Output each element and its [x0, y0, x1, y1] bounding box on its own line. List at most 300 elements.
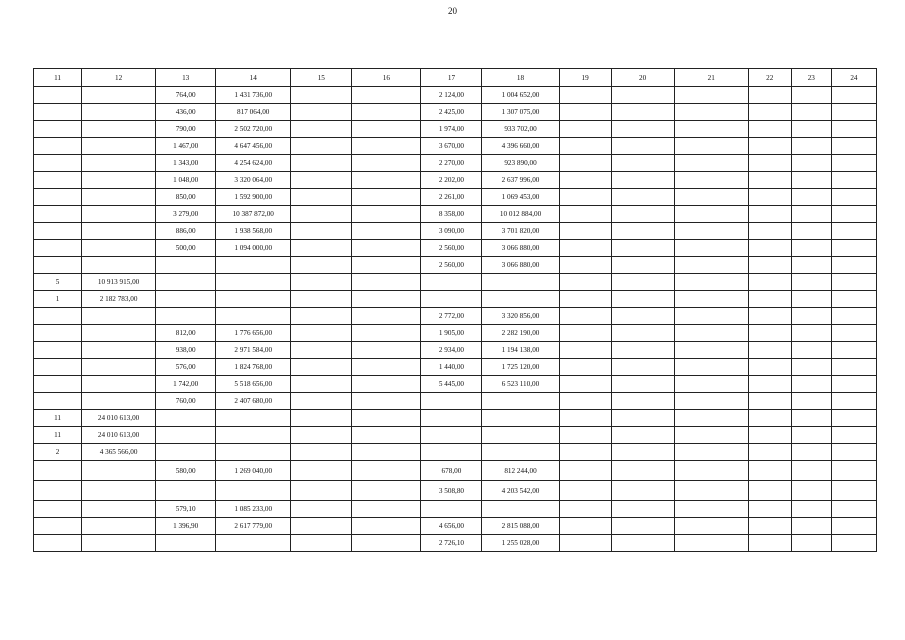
- table-cell-col-21: [674, 121, 748, 138]
- table-cell-col-17: [421, 393, 482, 410]
- column-header-23: 23: [791, 69, 831, 87]
- table-cell-col-19: [559, 393, 611, 410]
- table-cell-col-19: [559, 501, 611, 518]
- table-row: [34, 481, 877, 501]
- table-cell-col-12: [82, 461, 156, 481]
- table-cell-col-17: 2 560,00: [421, 240, 482, 257]
- table-cell-col-11: 11: [34, 427, 82, 444]
- table-cell-col-16: [352, 427, 421, 444]
- table-row: [34, 155, 877, 172]
- table-cell-col-18: 923 890,00: [482, 155, 559, 172]
- table-cell-col-16: [352, 444, 421, 461]
- table-row: [34, 172, 877, 189]
- table-header: [34, 69, 877, 87]
- table-cell-col-24: [831, 257, 876, 274]
- column-header-12: 12: [82, 69, 156, 87]
- table-cell-col-15: [291, 376, 352, 393]
- table-cell-col-22: [748, 189, 791, 206]
- table-cell-col-17: [421, 291, 482, 308]
- table-cell-col-13: [156, 291, 216, 308]
- table-cell-col-16: [352, 172, 421, 189]
- table-cell-col-14: [216, 444, 291, 461]
- table-cell-col-19: [559, 206, 611, 223]
- table-cell-col-19: [559, 376, 611, 393]
- table-cell-col-20: [611, 87, 674, 104]
- table-cell-col-15: [291, 87, 352, 104]
- table-cell-col-17: 2 425,00: [421, 104, 482, 121]
- table-cell-col-19: [559, 172, 611, 189]
- table-cell-col-20: [611, 535, 674, 552]
- table-cell-col-21: [674, 376, 748, 393]
- table-cell-col-21: [674, 274, 748, 291]
- table-cell-col-17: 2 124,00: [421, 87, 482, 104]
- table-cell-col-15: [291, 308, 352, 325]
- table-cell-col-20: [611, 325, 674, 342]
- table-cell-col-18: 3 320 856,00: [482, 308, 559, 325]
- table-cell-col-12: [82, 155, 156, 172]
- table-cell-col-18: 4 396 660,00: [482, 138, 559, 155]
- table-cell-col-16: [352, 240, 421, 257]
- table-cell-col-11: [34, 461, 82, 481]
- table-cell-col-12: [82, 535, 156, 552]
- table-cell-col-24: [831, 274, 876, 291]
- table-cell-col-22: [748, 342, 791, 359]
- table-cell-col-12: [82, 189, 156, 206]
- table-cell-col-15: [291, 481, 352, 501]
- table-cell-col-18: [482, 427, 559, 444]
- table-cell-col-17: 2 726,10: [421, 535, 482, 552]
- table-cell-col-22: [748, 274, 791, 291]
- table-cell-col-23: [791, 257, 831, 274]
- table-cell-col-23: [791, 325, 831, 342]
- table-cell-col-13: 3 279,00: [156, 206, 216, 223]
- table-cell-col-15: [291, 393, 352, 410]
- table-cell-col-11: [34, 223, 82, 240]
- table-cell-col-24: [831, 535, 876, 552]
- table-cell-col-18: 1 255 028,00: [482, 535, 559, 552]
- table-cell-col-23: [791, 535, 831, 552]
- table-cell-col-17: [421, 444, 482, 461]
- table-cell-col-22: [748, 535, 791, 552]
- table-cell-col-12: [82, 481, 156, 501]
- table-cell-col-23: [791, 274, 831, 291]
- table-cell-col-19: [559, 444, 611, 461]
- table-cell-col-24: [831, 393, 876, 410]
- table-cell-col-14: [216, 535, 291, 552]
- table-cell-col-23: [791, 376, 831, 393]
- table-cell-col-23: [791, 501, 831, 518]
- table-cell-col-14: 1 431 736,00: [216, 87, 291, 104]
- table-row: [34, 291, 877, 308]
- table-cell-col-12: [82, 325, 156, 342]
- table-cell-col-12: 4 365 566,00: [82, 444, 156, 461]
- table-cell-col-18: 1 725 120,00: [482, 359, 559, 376]
- table-cell-col-20: [611, 172, 674, 189]
- table-cell-col-22: [748, 121, 791, 138]
- table-cell-col-14: 5 518 656,00: [216, 376, 291, 393]
- table-cell-col-14: 1 094 000,00: [216, 240, 291, 257]
- table-cell-col-16: [352, 461, 421, 481]
- table-cell-col-22: [748, 240, 791, 257]
- table-cell-col-15: [291, 501, 352, 518]
- table-cell-col-14: 4 647 456,00: [216, 138, 291, 155]
- table-cell-col-19: [559, 461, 611, 481]
- table-cell-col-15: [291, 518, 352, 535]
- table-cell-col-20: [611, 189, 674, 206]
- table-cell-col-12: [82, 138, 156, 155]
- table-cell-col-21: [674, 189, 748, 206]
- table-cell-col-21: [674, 461, 748, 481]
- table-cell-col-13: 576,00: [156, 359, 216, 376]
- table-cell-col-20: [611, 104, 674, 121]
- table-cell-col-12: [82, 518, 156, 535]
- table-cell-col-15: [291, 274, 352, 291]
- table-cell-col-17: 5 445,00: [421, 376, 482, 393]
- table-cell-col-12: [82, 223, 156, 240]
- table-cell-col-11: [34, 240, 82, 257]
- table-cell-col-11: [34, 308, 82, 325]
- table-cell-col-20: [611, 223, 674, 240]
- table-cell-col-24: [831, 155, 876, 172]
- table-row: [34, 138, 877, 155]
- table-cell-col-24: [831, 342, 876, 359]
- table-cell-col-22: [748, 501, 791, 518]
- table-cell-col-12: [82, 393, 156, 410]
- table-cell-col-20: [611, 393, 674, 410]
- table-cell-col-11: [34, 172, 82, 189]
- table-cell-col-12: 24 010 613,00: [82, 427, 156, 444]
- table-cell-col-16: [352, 104, 421, 121]
- table-cell-col-19: [559, 223, 611, 240]
- table-cell-col-14: [216, 274, 291, 291]
- table-cell-col-16: [352, 308, 421, 325]
- table-cell-col-23: [791, 444, 831, 461]
- table-cell-col-16: [352, 155, 421, 172]
- table-cell-col-12: 10 913 915,00: [82, 274, 156, 291]
- table-cell-col-24: [831, 291, 876, 308]
- table-row: [34, 393, 877, 410]
- table-cell-col-14: [216, 410, 291, 427]
- table-cell-col-14: 3 320 064,00: [216, 172, 291, 189]
- table-cell-col-19: [559, 308, 611, 325]
- column-header-22: 22: [748, 69, 791, 87]
- table-cell-col-24: [831, 206, 876, 223]
- table-cell-col-14: 10 387 872,00: [216, 206, 291, 223]
- table-cell-col-21: [674, 308, 748, 325]
- table-row: [34, 274, 877, 291]
- table-cell-col-22: [748, 172, 791, 189]
- table-cell-col-20: [611, 155, 674, 172]
- table-cell-col-22: [748, 257, 791, 274]
- table-cell-col-17: 3 508,80: [421, 481, 482, 501]
- table-cell-col-17: [421, 274, 482, 291]
- table-cell-col-16: [352, 138, 421, 155]
- table-cell-col-15: [291, 104, 352, 121]
- table-cell-col-17: 678,00: [421, 461, 482, 481]
- table-cell-col-22: [748, 87, 791, 104]
- table-cell-col-22: [748, 223, 791, 240]
- table-cell-col-23: [791, 155, 831, 172]
- table-cell-col-19: [559, 535, 611, 552]
- table-row: [34, 427, 877, 444]
- table-cell-col-24: [831, 121, 876, 138]
- table-cell-col-23: [791, 518, 831, 535]
- table-cell-col-18: 3 066 880,00: [482, 240, 559, 257]
- table-cell-col-11: [34, 189, 82, 206]
- table-cell-col-22: [748, 410, 791, 427]
- table-cell-col-14: 1 269 040,00: [216, 461, 291, 481]
- table-cell-col-16: [352, 206, 421, 223]
- column-header-17: 17: [421, 69, 482, 87]
- table-row: [34, 206, 877, 223]
- table-cell-col-16: [352, 481, 421, 501]
- table-cell-col-18: 1 069 453,00: [482, 189, 559, 206]
- table-cell-col-15: [291, 427, 352, 444]
- table-cell-col-17: [421, 410, 482, 427]
- table-cell-col-24: [831, 172, 876, 189]
- table-row: [34, 535, 877, 552]
- table-cell-col-11: [34, 206, 82, 223]
- table-cell-col-16: [352, 501, 421, 518]
- table-cell-col-24: [831, 325, 876, 342]
- table-cell-col-22: [748, 461, 791, 481]
- table-cell-col-23: [791, 206, 831, 223]
- table-cell-col-19: [559, 138, 611, 155]
- table-cell-col-13: [156, 444, 216, 461]
- table-cell-col-18: 3 066 880,00: [482, 257, 559, 274]
- table-cell-col-20: [611, 410, 674, 427]
- table-cell-col-11: 5: [34, 274, 82, 291]
- table-cell-col-15: [291, 325, 352, 342]
- table-cell-col-21: [674, 481, 748, 501]
- table-cell-col-20: [611, 444, 674, 461]
- table-cell-col-13: 790,00: [156, 121, 216, 138]
- table-cell-col-23: [791, 223, 831, 240]
- table-cell-col-19: [559, 481, 611, 501]
- table-cell-col-12: [82, 342, 156, 359]
- table-row: [34, 308, 877, 325]
- table-cell-col-15: [291, 223, 352, 240]
- table-cell-col-13: [156, 427, 216, 444]
- table-cell-col-24: [831, 138, 876, 155]
- table-cell-col-22: [748, 325, 791, 342]
- table-cell-col-24: [831, 223, 876, 240]
- table-cell-col-13: 938,00: [156, 342, 216, 359]
- table-cell-col-11: [34, 393, 82, 410]
- table-cell-col-20: [611, 138, 674, 155]
- table-cell-col-11: 2: [34, 444, 82, 461]
- table-cell-col-15: [291, 121, 352, 138]
- table-cell-col-13: [156, 257, 216, 274]
- table-cell-col-22: [748, 427, 791, 444]
- table-cell-col-14: [216, 481, 291, 501]
- table-cell-col-17: 2 560,00: [421, 257, 482, 274]
- table-cell-col-20: [611, 427, 674, 444]
- table-cell-col-12: 2 182 783,00: [82, 291, 156, 308]
- table-cell-col-22: [748, 155, 791, 172]
- table-cell-col-18: 1 194 138,00: [482, 342, 559, 359]
- table-cell-col-15: [291, 342, 352, 359]
- table-cell-col-13: 812,00: [156, 325, 216, 342]
- table-cell-col-17: 3 090,00: [421, 223, 482, 240]
- table-cell-col-15: [291, 206, 352, 223]
- table-cell-col-14: 2 617 779,00: [216, 518, 291, 535]
- table-row: [34, 104, 877, 121]
- table-cell-col-19: [559, 359, 611, 376]
- table-row: [34, 121, 877, 138]
- table-cell-col-24: [831, 427, 876, 444]
- table-cell-col-24: [831, 501, 876, 518]
- table-cell-col-15: [291, 410, 352, 427]
- table-row: [34, 501, 877, 518]
- table-cell-col-16: [352, 535, 421, 552]
- table-cell-col-21: [674, 325, 748, 342]
- table-cell-col-11: [34, 325, 82, 342]
- table-cell-col-15: [291, 359, 352, 376]
- table-cell-col-24: [831, 444, 876, 461]
- table-cell-col-12: [82, 376, 156, 393]
- table-cell-col-21: [674, 501, 748, 518]
- table-cell-col-13: 850,00: [156, 189, 216, 206]
- table-cell-col-24: [831, 104, 876, 121]
- table-cell-col-15: [291, 291, 352, 308]
- table-cell-col-11: [34, 481, 82, 501]
- table-cell-col-11: [34, 359, 82, 376]
- table-cell-col-13: [156, 535, 216, 552]
- table-cell-col-18: [482, 393, 559, 410]
- table-cell-col-16: [352, 291, 421, 308]
- table-cell-col-16: [352, 87, 421, 104]
- table-cell-col-12: [82, 240, 156, 257]
- table-cell-col-21: [674, 87, 748, 104]
- table-cell-col-15: [291, 240, 352, 257]
- table-row: [34, 189, 877, 206]
- table-cell-col-23: [791, 291, 831, 308]
- table-cell-col-19: [559, 104, 611, 121]
- table-cell-col-21: [674, 342, 748, 359]
- table-cell-col-22: [748, 138, 791, 155]
- table-cell-col-11: [34, 155, 82, 172]
- table-cell-col-13: 1 343,00: [156, 155, 216, 172]
- table-cell-col-11: [34, 138, 82, 155]
- table-cell-col-16: [352, 518, 421, 535]
- table-cell-col-20: [611, 518, 674, 535]
- page-number: 20: [448, 6, 457, 16]
- table-cell-col-11: [34, 121, 82, 138]
- table-cell-col-19: [559, 410, 611, 427]
- table-cell-col-21: [674, 240, 748, 257]
- table-row: [34, 342, 877, 359]
- table-cell-col-17: 3 670,00: [421, 138, 482, 155]
- table-cell-col-22: [748, 481, 791, 501]
- table-row: [34, 410, 877, 427]
- table-cell-col-19: [559, 121, 611, 138]
- table-cell-col-22: [748, 444, 791, 461]
- table-cell-col-12: [82, 206, 156, 223]
- table-cell-col-12: [82, 87, 156, 104]
- table-cell-col-12: [82, 308, 156, 325]
- table-cell-col-24: [831, 308, 876, 325]
- table-cell-col-13: 500,00: [156, 240, 216, 257]
- table-body: [34, 87, 877, 552]
- table-row: [34, 518, 877, 535]
- table-cell-col-17: 2 772,00: [421, 308, 482, 325]
- table-cell-col-17: 1 440,00: [421, 359, 482, 376]
- table-cell-col-16: [352, 325, 421, 342]
- table-cell-col-17: 1 905,00: [421, 325, 482, 342]
- table-cell-col-13: 760,00: [156, 393, 216, 410]
- table-cell-col-21: [674, 518, 748, 535]
- table-cell-col-17: [421, 501, 482, 518]
- table-cell-col-18: 2 637 996,00: [482, 172, 559, 189]
- table-cell-col-24: [831, 518, 876, 535]
- table-cell-col-12: [82, 172, 156, 189]
- table-cell-col-18: 2 815 088,00: [482, 518, 559, 535]
- table-cell-col-16: [352, 342, 421, 359]
- table-cell-col-15: [291, 535, 352, 552]
- table-cell-col-16: [352, 223, 421, 240]
- column-header-18: 18: [482, 69, 559, 87]
- table-cell-col-22: [748, 104, 791, 121]
- table-row: [34, 223, 877, 240]
- table-cell-col-14: 1 824 768,00: [216, 359, 291, 376]
- table-cell-col-21: [674, 155, 748, 172]
- table-cell-col-19: [559, 274, 611, 291]
- table-row: [34, 461, 877, 481]
- table-cell-col-22: [748, 376, 791, 393]
- table-cell-col-19: [559, 291, 611, 308]
- column-header-14: 14: [216, 69, 291, 87]
- table-cell-col-11: [34, 518, 82, 535]
- table-cell-col-17: 2 270,00: [421, 155, 482, 172]
- table-cell-col-23: [791, 87, 831, 104]
- table-cell-col-24: [831, 359, 876, 376]
- table-cell-col-23: [791, 189, 831, 206]
- table-cell-col-19: [559, 155, 611, 172]
- table-cell-col-20: [611, 359, 674, 376]
- table-cell-col-12: [82, 257, 156, 274]
- table-cell-col-15: [291, 189, 352, 206]
- table-cell-col-23: [791, 481, 831, 501]
- table-cell-col-21: [674, 257, 748, 274]
- table-cell-col-20: [611, 308, 674, 325]
- table-cell-col-20: [611, 342, 674, 359]
- table-cell-col-13: [156, 274, 216, 291]
- table-cell-col-14: 1 776 656,00: [216, 325, 291, 342]
- table-row: [34, 359, 877, 376]
- table-cell-col-11: [34, 104, 82, 121]
- table-cell-col-16: [352, 189, 421, 206]
- table-cell-col-11: [34, 87, 82, 104]
- column-header-15: 15: [291, 69, 352, 87]
- table-cell-col-19: [559, 189, 611, 206]
- table-cell-col-20: [611, 240, 674, 257]
- table-cell-col-24: [831, 481, 876, 501]
- table-cell-col-18: 1 307 075,00: [482, 104, 559, 121]
- table-cell-col-17: 2 934,00: [421, 342, 482, 359]
- table-cell-col-16: [352, 376, 421, 393]
- column-header-20: 20: [611, 69, 674, 87]
- table-cell-col-24: [831, 87, 876, 104]
- table-row: [34, 257, 877, 274]
- table-row: [34, 325, 877, 342]
- table-cell-col-12: [82, 121, 156, 138]
- table-cell-col-21: [674, 393, 748, 410]
- table-cell-col-14: [216, 427, 291, 444]
- table-cell-col-18: [482, 410, 559, 427]
- table-cell-col-18: [482, 274, 559, 291]
- table-cell-col-15: [291, 172, 352, 189]
